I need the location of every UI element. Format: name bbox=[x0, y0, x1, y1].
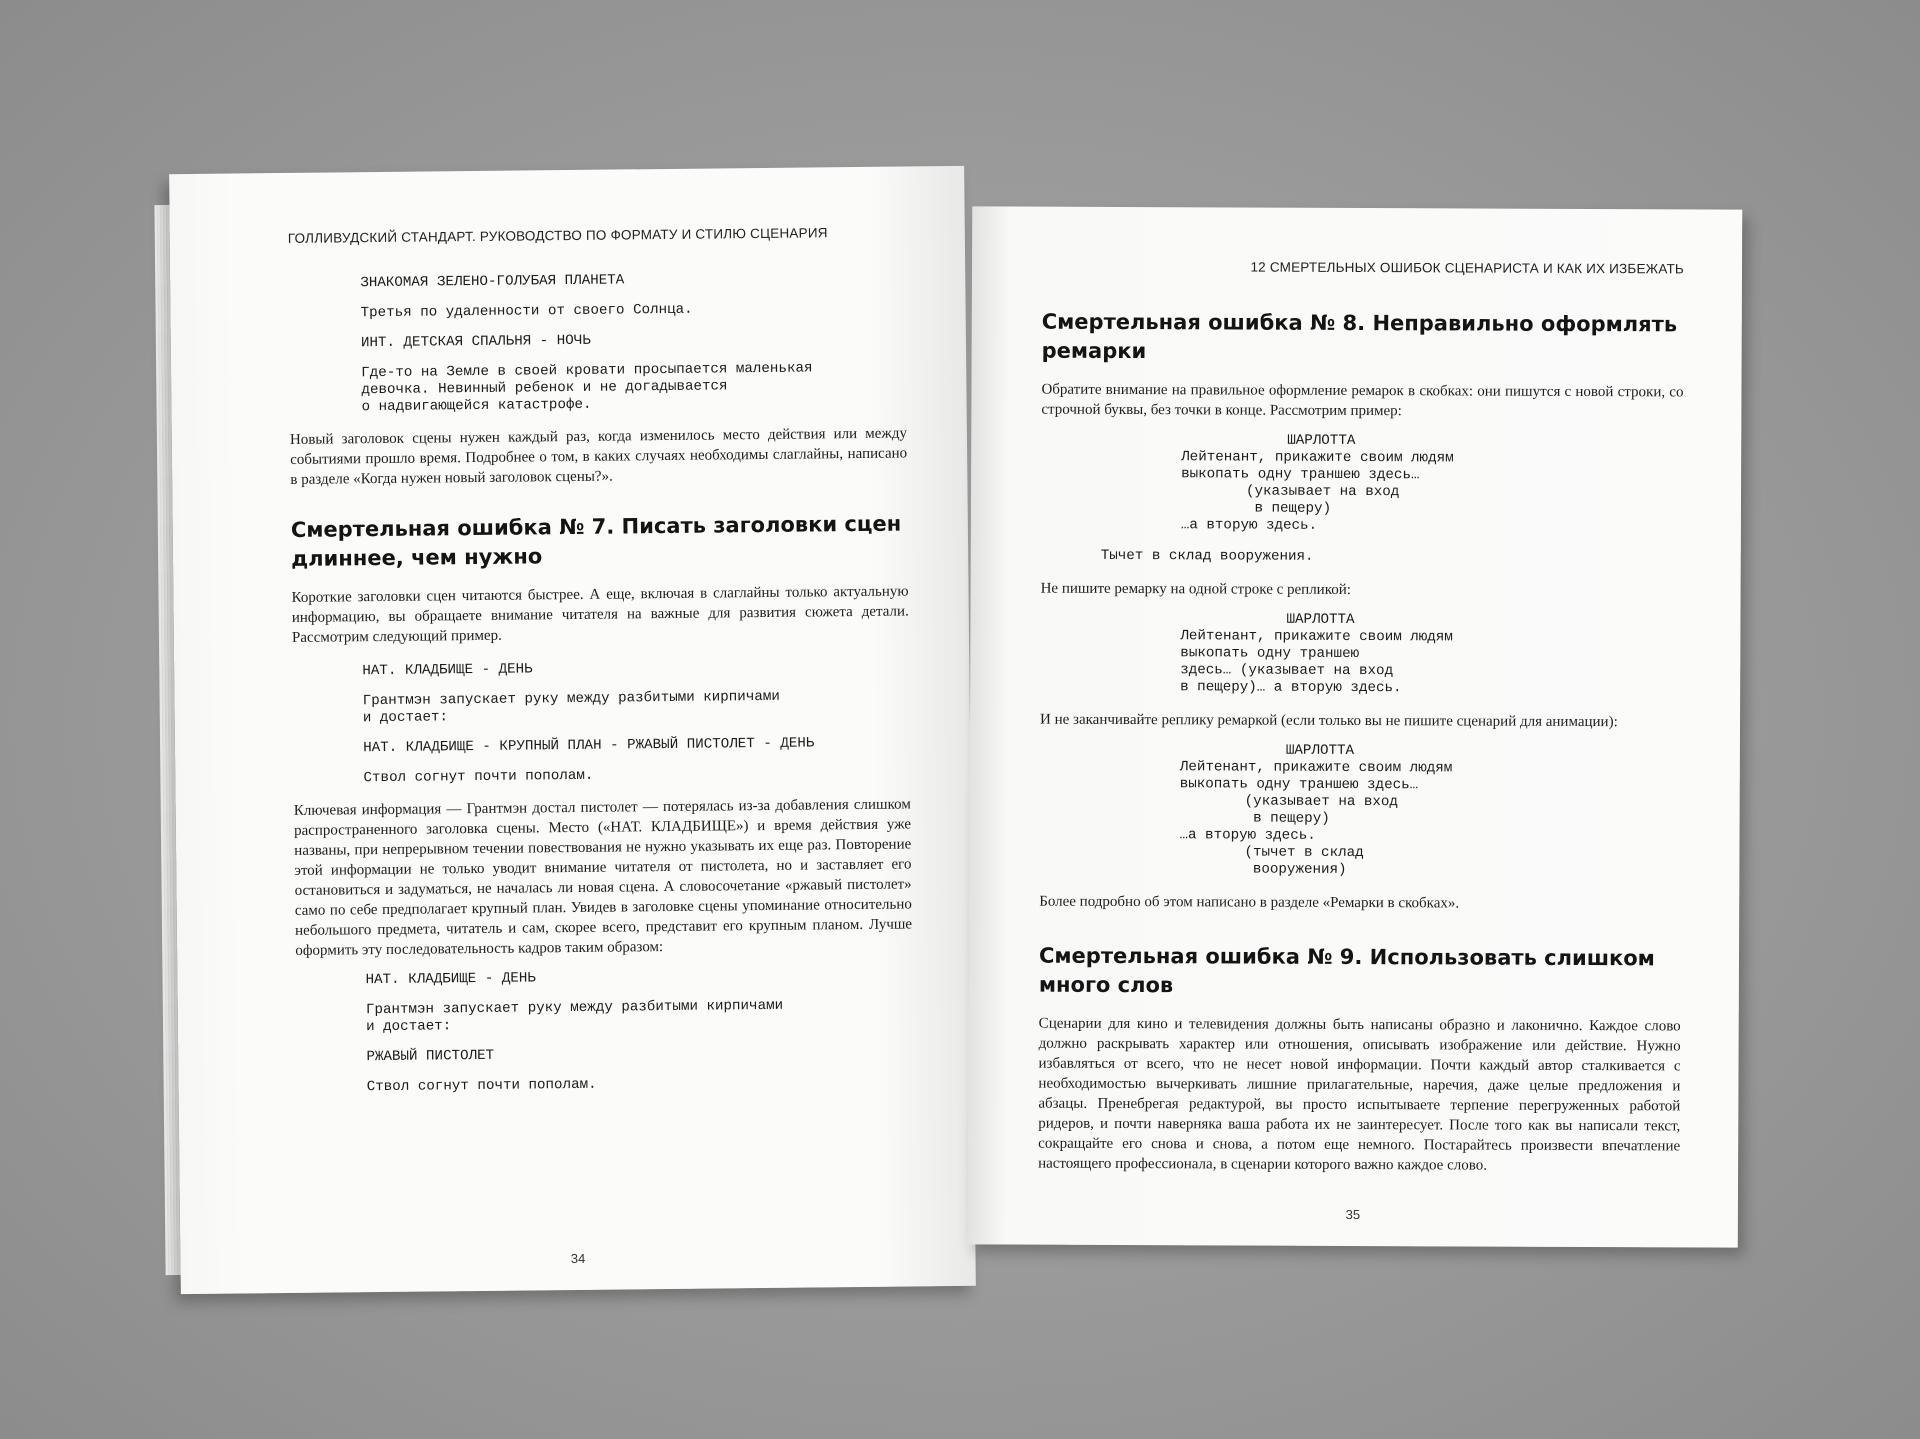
dialogue-line: …а вторую здесь. bbox=[1180, 517, 1318, 534]
character-name: ШАРЛОТТА bbox=[1287, 432, 1356, 449]
screenplay-excerpt-3 bbox=[366, 966, 914, 1096]
character-name: ШАРЛОТТА bbox=[1285, 742, 1355, 759]
parenthetical: (указывает на вход в пещеру) bbox=[1244, 793, 1398, 827]
running-head-left: ГОЛЛИВУДСКИЙ СТАНДАРТ. РУКОВОДСТВО ПО ФОРМАТУ И СТИЛЮ СЦЕНАРИЯ bbox=[287, 225, 828, 246]
script-line: НАТ. КЛАДБИЩЕ - КРУПНЫЙ ПЛАН - РЖАВЫЙ ПИСТОЛЕТ - ДЕНЬ bbox=[363, 735, 815, 757]
script-line: Ствол согнут почти пополам. bbox=[363, 767, 594, 787]
left-page bbox=[169, 166, 976, 1294]
parenthetical: (указывает на вход в пещеру) bbox=[1245, 483, 1400, 517]
paragraph: Более подробно об этом написано в разделе «Ремарки в скобках». bbox=[1039, 893, 1460, 912]
dialogue-example-3 bbox=[1039, 742, 1682, 881]
screenplay-excerpt-1 bbox=[360, 269, 906, 416]
character-name: ШАРЛОТТА bbox=[1286, 611, 1355, 628]
dialogue-example-1 bbox=[1041, 432, 1684, 568]
paragraph: Не пишите ремарку на одной строке с репликой: bbox=[1040, 580, 1351, 598]
right-page bbox=[968, 206, 1743, 1247]
script-line: Третья по удаленности от своего Солнца. bbox=[360, 301, 693, 322]
script-line: ЗНАКОМАЯ ЗЕЛЕНО-ГОЛУБАЯ ПЛАНЕТА bbox=[360, 272, 625, 292]
paragraph: Короткие заголовки сцен читаются быстрее. А еще, включая в слаглайны только актуальную информацию, вы обращаете внимание читателя на важные для развития сюжета детали. Рассмотрим следующий пример. bbox=[291, 583, 909, 646]
paragraph: Новый заголовок сцены нужен каждый раз, когда изменилось место действия или между событиями прошло время. Подробнее о том, в каких случаях необходимы слаглайны, написано в разделе «Когда нужен новый заголовок сцены?». bbox=[289, 425, 908, 488]
parenthetical: (тычет в склад вооружения) bbox=[1244, 844, 1364, 878]
script-line: Грантмэн запускает руку между разбитыми кирпичами и достает: bbox=[362, 688, 780, 727]
screenplay-excerpt-2 bbox=[362, 657, 910, 787]
running-head-right: 12 СМЕРТЕЛЬНЫХ ОШИБОК СЦЕНАРИСТА И КАК ИХ ИЗБЕЖАТЬ bbox=[1250, 259, 1685, 277]
action-line: Тычет в склад вооружения. bbox=[1100, 547, 1314, 565]
page-number-left: 34 bbox=[570, 1250, 586, 1267]
script-line: РЖАВЫЙ ПИСТОЛЕТ bbox=[366, 1047, 495, 1066]
script-line: НАТ. КЛАДБИЩЕ - ДЕНЬ bbox=[365, 970, 536, 989]
section-heading-9: Смертельная ошибка № 9. Использовать слишком много слов bbox=[1038, 943, 1655, 998]
script-line: Грантмэн запускает руку между разбитыми кирпичами и достает: bbox=[365, 997, 784, 1036]
script-line: Где-то на Земле в своей кровати просыпается маленькая девочка. Невинный ребенок и не догадывается о надвигающейся катастрофе. bbox=[361, 360, 813, 416]
dialogue-line: Лейтенант, прикажите своим людям выкопать одну траншею здесь… bbox=[1181, 449, 1454, 484]
section-heading-8: Смертельная ошибка № 8. Неправильно оформлять ремарки bbox=[1041, 309, 1678, 364]
script-line: Ствол согнут почти пополам. bbox=[366, 1076, 597, 1096]
dialogue-line: Лейтенант, прикажите своим людям выкопать одну траншею здесь… bbox=[1179, 759, 1453, 794]
section-heading-7: Смертельная ошибка № 7. Писать заголовки сцен длиннее, чем нужно bbox=[290, 511, 902, 571]
dialogue-line: Лейтенант, прикажите своим людям выкопать одну траншею здесь… (указывает на вход в пещеру)… а вторую здесь. bbox=[1180, 628, 1453, 697]
paragraph: Сценарии для кино и телевидения должны быть написаны образно и лаконично. Каждое слово должно раскрывать характер или отношения, описывать изображение или действие. Нужно избавляться от всего, что не несет новой информации. Почти каждый автор сталкивается с необходимостью вычеркивать лишние прилагательные, наречия, даже целые предложения и абзацы. Пренебрегая редактурой, вы просто испытываете терпение перегруженных работой ридеров, и почти наверняка ваша работа их не заинтересует. После того как вы написали текст, сокращайте его снова и снова, а потом еще немного. Постарайтесь произвести впечатление настоящего профессионала, в сценарии которого важно каждое слово. bbox=[1038, 1015, 1681, 1174]
paragraph: Ключевая информация — Грантмэн достал пистолет — потерялась из-за добавления слишком распространенного заголовка сцены. Место («НАТ. КЛАДБИЩЕ») и время действия уже названы, при непрерывном течении повествования не нужно указывать их еще раз. Повторение этой информации не только уводит внимание читателя от пистолета, но и заставляет его остановиться и задуматься, не началась ли новая сцена. А словосочетание «ржавый пистолет» само по себе предполагает крупный план. Увидев в заголовке сцены упоминание относительно небольшого предмета, читатель и сам, скорее всего, представит его крупным планом. Лучше оформить эту последовательность кадров таким образом: bbox=[293, 796, 913, 959]
page-number-right: 35 bbox=[1345, 1206, 1361, 1223]
script-line: ИНТ. ДЕТСКАЯ СПАЛЬНЯ - НОЧЬ bbox=[360, 332, 591, 352]
paragraph: И не заканчивайте реплику ремаркой (если только вы не пишите сценарий для анимации): bbox=[1039, 711, 1618, 731]
dialogue-example-2 bbox=[1040, 611, 1682, 699]
dialogue-line: …а вторую здесь. bbox=[1179, 827, 1316, 844]
script-line: НАТ. КЛАДБИЩЕ - ДЕНЬ bbox=[362, 661, 533, 680]
paragraph: Обратите внимание на правильное оформление ремарок в скобках: они пишутся с новой строки, со строчной буквы, без точки в конце. Рассмотрим пример: bbox=[1041, 381, 1684, 420]
